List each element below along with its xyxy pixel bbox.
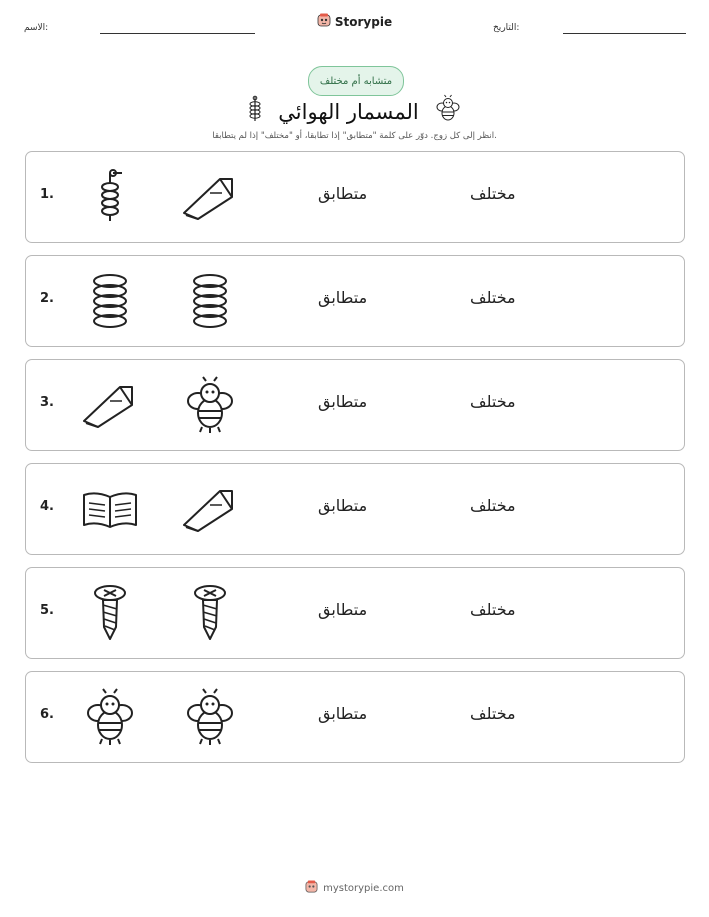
bee-icon xyxy=(180,375,240,435)
row-number: 4. xyxy=(40,499,54,514)
screw-icon xyxy=(180,583,240,643)
row-number: 3. xyxy=(40,395,54,410)
instructions: انظر إلى كل زوج. دوّر على كلمة "متطابق" إذا تطابقا، أو "مختلف" إذا لم يتطابقا. xyxy=(212,131,497,141)
question-row-1 xyxy=(25,151,685,243)
brand xyxy=(0,13,709,30)
option-different[interactable]: مختلف xyxy=(470,600,516,619)
worksheet-type-badge: متشابه أم مختلف xyxy=(308,66,404,96)
option-same[interactable]: متطابق xyxy=(318,704,368,723)
date-line[interactable] xyxy=(563,33,686,34)
spring-icon xyxy=(180,271,240,331)
wedge-icon xyxy=(180,167,240,227)
screw-icon xyxy=(80,583,140,643)
question-row-5 xyxy=(25,567,685,659)
name-line[interactable] xyxy=(100,33,255,34)
page-title: المسمار الهوائي xyxy=(278,99,419,124)
wedge-icon xyxy=(80,375,140,435)
question-row-3 xyxy=(25,359,685,451)
option-different[interactable]: مختلف xyxy=(470,392,516,411)
name-label: الاسم: xyxy=(24,23,49,33)
option-same[interactable]: متطابق xyxy=(318,600,368,619)
brand-name: Storypie xyxy=(334,14,393,29)
option-different[interactable]: مختلف xyxy=(470,288,516,307)
wedge-icon xyxy=(180,479,240,539)
question-row-2 xyxy=(25,255,685,347)
book-icon xyxy=(80,479,140,539)
option-same[interactable]: متطابق xyxy=(318,392,368,411)
air-pin-icon xyxy=(246,95,264,128)
option-same[interactable]: متطابق xyxy=(318,496,368,515)
footer-url[interactable]: mystorypie.com xyxy=(323,882,404,894)
title-row xyxy=(0,94,709,129)
row-number: 1. xyxy=(40,187,54,202)
storypie-logo-icon xyxy=(305,880,318,896)
date-label: التاريخ: xyxy=(493,23,520,33)
bee-icon xyxy=(433,94,463,129)
row-number: 2. xyxy=(40,291,54,306)
air-pin-icon xyxy=(80,167,140,227)
option-different[interactable]: مختلف xyxy=(470,704,516,723)
storypie-logo-icon xyxy=(317,13,331,30)
spring-icon xyxy=(80,271,140,331)
row-number: 6. xyxy=(40,707,54,722)
question-row-4 xyxy=(25,463,685,555)
option-different[interactable]: مختلف xyxy=(470,184,516,203)
bee-icon xyxy=(180,687,240,747)
row-number: 5. xyxy=(40,603,54,618)
bee-icon xyxy=(80,687,140,747)
option-same[interactable]: متطابق xyxy=(318,184,368,203)
option-same[interactable]: متطابق xyxy=(318,288,368,307)
question-row-6 xyxy=(25,671,685,763)
footer xyxy=(0,880,709,896)
option-different[interactable]: مختلف xyxy=(470,496,516,515)
